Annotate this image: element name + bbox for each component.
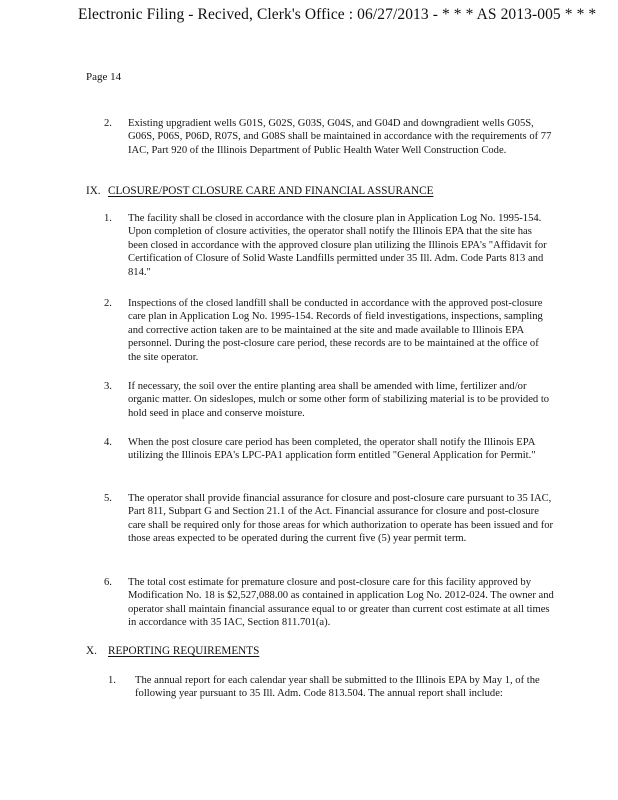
section-title: CLOSURE/POST CLOSURE CARE AND FINANCIAL ASSURANCE bbox=[108, 185, 434, 197]
item-text: When the post closure care period has been completed, the operator shall notify the Illinois EPA utilizing the Illinois EPA's LPC-PA1 application form entitled "General Application for Permit." bbox=[128, 437, 536, 462]
electronic-filing-header: Electronic Filing - Recived, Clerk's Office : 06/27/2013 - * * * AS 2013-005 * * * bbox=[78, 6, 597, 23]
paragraph-x-1 bbox=[108, 674, 560, 701]
item-number: 4. bbox=[104, 437, 112, 448]
section-heading-ix bbox=[86, 185, 433, 197]
paragraph-ix-4 bbox=[104, 436, 554, 463]
item-number: 1. bbox=[104, 213, 112, 224]
section-title: REPORTING REQUIREMENTS bbox=[108, 645, 260, 657]
item-text: The total cost estimate for premature closure and post-closure care for this facility approved by Modification No. 18 is $2,527,088.00 as contained in application Log No. 2012-024. The owner and operator shall maintain financial assurance equal to or greater than current cost estimate at all times in accordance with 35 IAC, Section 811.701(a). bbox=[128, 577, 554, 629]
paragraph-ix-5 bbox=[104, 492, 554, 546]
paragraph-ix-2 bbox=[104, 297, 554, 364]
item-text: The operator shall provide financial assurance for closure and post-closure care pursuant to 35 IAC, Part 811, Subpart G and Section 21.1 of the Act. Financial assurance for closure and post-closure care shall be required only for those areas for which authorization to operate has been issued and for those areas expected to be operated during the current five (5) year permit term. bbox=[128, 493, 554, 545]
item-number: 3. bbox=[104, 381, 112, 392]
item-text: The facility shall be closed in accordance with the closure plan in Application Log No. 1995-154. Upon completion of closure activities, the operator shall notify the Illinois EPA that the site has been closed in accordance with the approved closure plan utilizing the Illinois EPA's "Affidavit for Certification of Closure of Solid Waste Landfills permitted under 35 Ill. Adm. Code Parts 813 and 814." bbox=[128, 213, 547, 278]
item-text: Inspections of the closed landfill shall be conducted in accordance with the approved post-closure care plan in Application Log No. 1995-154. Records of field investigations, inspections, sampling and corrective action taken are to be maintained at the site and made available to Illinois EPA personnel. During the post-closure care period, these records are to be maintained at the office of the site operator. bbox=[128, 298, 543, 363]
item-number: 1. bbox=[108, 675, 116, 686]
item-text: If necessary, the soil over the entire planting area shall be amended with lime, fertilizer and/or organic matter. On sideslopes, mulch or some other form of stabilizing material is to be provided to hold seed in place and conserve moisture. bbox=[128, 381, 550, 419]
item-number: 2. bbox=[104, 118, 112, 129]
item-text: Existing upgradient wells G01S, G02S, G03S, G04S, and G04D and downgradient wells G05S, G06S, P06S, P06D, R07S, and G08S shall be maintained in accordance with the requirements of 77 IAC, Part 920 of the Illinois Department of Public Health Water Well Construction Code. bbox=[128, 118, 552, 156]
page-number: Page 14 bbox=[86, 71, 122, 83]
section-number: X. bbox=[86, 645, 97, 657]
item-number: 5. bbox=[104, 493, 112, 504]
paragraph-viii-2 bbox=[104, 117, 554, 157]
section-number: IX. bbox=[86, 185, 101, 197]
item-text: The annual report for each calendar year shall be submitted to the Illinois EPA by May 1, of the following year pursuant to 35 Ill. Adm. Code 813.504. The annual report shall include: bbox=[135, 675, 540, 700]
item-number: 6. bbox=[104, 577, 112, 588]
paragraph-ix-3 bbox=[104, 380, 554, 420]
item-number: 2. bbox=[104, 298, 112, 309]
paragraph-ix-6 bbox=[104, 576, 554, 630]
paragraph-ix-1 bbox=[104, 212, 554, 279]
section-heading-x bbox=[86, 645, 259, 657]
